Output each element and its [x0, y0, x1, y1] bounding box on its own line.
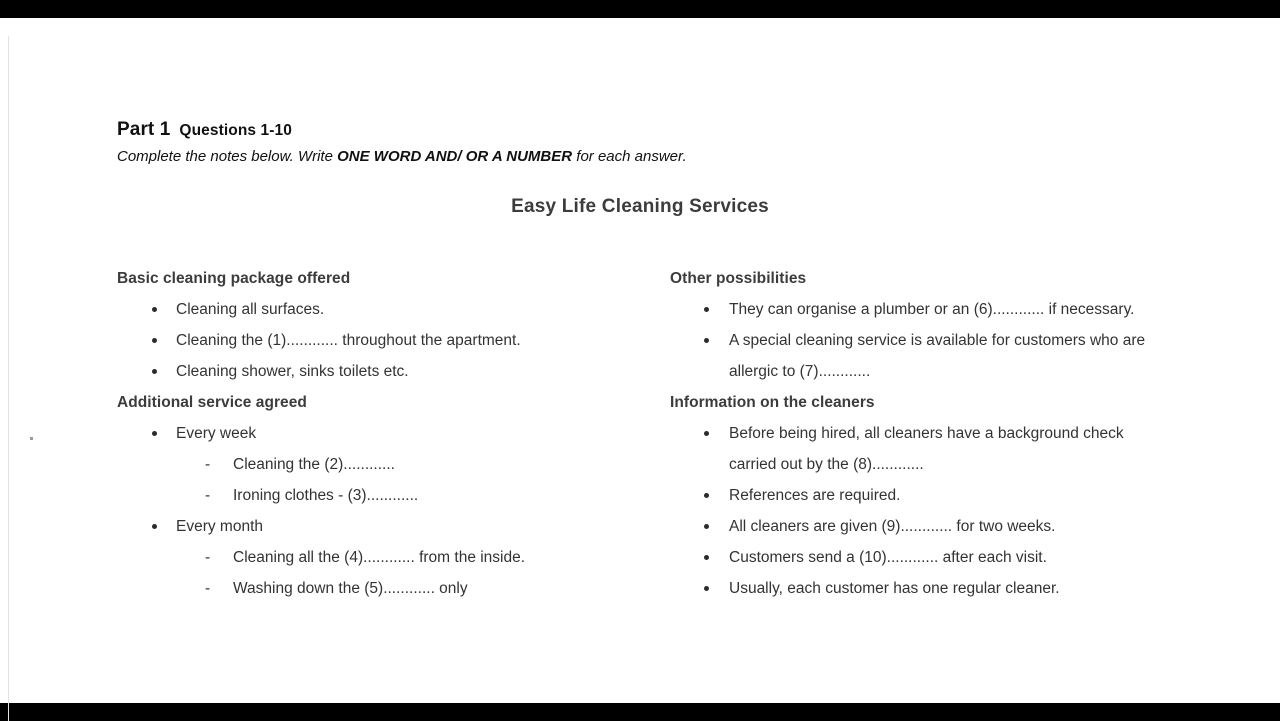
- bullet-list-basic-package: [117, 294, 637, 387]
- list-item: [670, 511, 1170, 542]
- right-column: [670, 263, 1170, 604]
- dash-marker-icon: -: [205, 549, 211, 566]
- list-item-text: References are required.: [729, 487, 901, 504]
- stray-mark: [30, 437, 33, 440]
- bullet-dot-icon: [704, 431, 709, 436]
- list-item: [670, 480, 1170, 511]
- list-item: [670, 418, 1170, 480]
- list-item: [117, 356, 637, 387]
- list-item-text: Every month: [176, 518, 264, 535]
- left-column: [117, 263, 637, 604]
- bullet-list-other-possibilities: [670, 294, 1170, 387]
- sub-list-item: [117, 573, 637, 604]
- letterbox-bar-top: [0, 0, 1280, 18]
- document-slide: [0, 18, 1280, 703]
- list-item-text: A special cleaning service is available for customers who are allergic to (7)............: [729, 332, 1146, 380]
- page-title: Easy Life Cleaning Services: [511, 196, 769, 217]
- list-item: [670, 294, 1170, 325]
- sub-list-item: [117, 449, 637, 480]
- list-item-text: Before being hired, all cleaners have a background check carried out by the (8)............: [729, 425, 1124, 473]
- exercise-header: [117, 120, 1177, 166]
- instruction-suffix: for each answer.: [572, 147, 687, 165]
- list-item-text: Usually, each customer has one regular cleaner.: [729, 580, 1060, 597]
- bullet-dot-icon: [704, 524, 709, 529]
- bullet-dot-icon: [704, 586, 709, 591]
- dash-marker-icon: -: [205, 487, 211, 504]
- sub-list-item-text: Cleaning all the (4)............ from the inside.: [233, 549, 526, 566]
- bullet-dot-icon: [152, 369, 157, 374]
- list-item-text: Cleaning the (1)............ throughout the apartment.: [176, 332, 521, 349]
- instruction-prefix: Complete the notes below. Write: [117, 147, 338, 165]
- list-item-text: Cleaning all surfaces.: [176, 301, 325, 318]
- list-item: [670, 542, 1170, 573]
- list-item: [117, 418, 637, 449]
- page-left-border: [8, 36, 9, 721]
- section-heading-basic-package: Basic cleaning package offered: [117, 270, 351, 287]
- part-line: [117, 120, 1177, 141]
- list-item-text: All cleaners are given (9)............ for two weeks.: [729, 518, 1056, 535]
- sub-list-item: [117, 480, 637, 511]
- list-item: [670, 325, 1170, 387]
- bullet-dot-icon: [152, 431, 157, 436]
- bullet-list-additional-service: [117, 418, 637, 604]
- instruction-line: [117, 148, 1177, 166]
- bullet-dot-icon: [704, 338, 709, 343]
- list-item-text: Customers send a (10)............ after each visit.: [729, 549, 1047, 566]
- sub-list-item-text: Washing down the (5)............ only: [233, 580, 468, 597]
- section-heading-information-cleaners: Information on the cleaners: [670, 394, 875, 411]
- questions-range-label: Questions 1-10: [179, 122, 292, 139]
- section-heading-additional-service: Additional service agreed: [117, 394, 307, 411]
- bullet-dot-icon: [704, 307, 709, 312]
- bullet-dot-icon: [152, 524, 157, 529]
- instruction-emphasis: ONE WORD AND/ OR A NUMBER: [337, 147, 573, 165]
- sub-list-item-text: Cleaning the (2)............: [233, 456, 395, 473]
- sub-list-item-text: Ironing clothes - (3)............: [233, 487, 419, 504]
- bullet-dot-icon: [704, 493, 709, 498]
- dash-marker-icon: -: [205, 580, 211, 597]
- list-item-text: They can organise a plumber or an (6)............ if necessary.: [729, 301, 1135, 318]
- list-item: [670, 573, 1170, 604]
- letterbox-bar-bottom: [0, 703, 1280, 720]
- bullet-dot-icon: [704, 555, 709, 560]
- list-item: [117, 325, 637, 356]
- dash-marker-icon: -: [205, 456, 211, 473]
- bullet-dot-icon: [152, 338, 157, 343]
- section-heading-other-possibilities: Other possibilities: [670, 270, 807, 287]
- list-item-text: Cleaning shower, sinks toilets etc.: [176, 363, 409, 380]
- bullet-dot-icon: [152, 307, 157, 312]
- list-item-text: Every week: [176, 425, 257, 442]
- list-item: [117, 294, 637, 325]
- sub-list-item: [117, 542, 637, 573]
- bullet-list-information-cleaners: [670, 418, 1170, 604]
- list-item: [117, 511, 637, 542]
- part-label: Part 1: [117, 119, 171, 140]
